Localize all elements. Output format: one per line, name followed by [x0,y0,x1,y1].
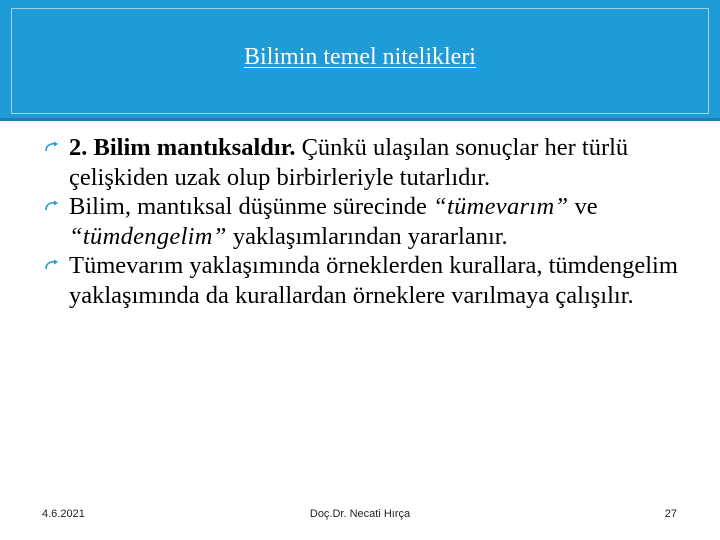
bullet-text: Çünkü ulaşılan sonuçlar her türlü çelişkiden uzak olup birbirleriyle tutarlıdır. [69,134,629,191]
bullet-text: yaklaşımlarından yararlanır. [226,222,508,250]
curved-arrow-bullet-icon [44,133,60,163]
bullet-bold-text: 2. Bilim mantıksaldır. [69,134,296,161]
curved-arrow-bullet-icon [44,251,60,281]
bullet-item [44,133,684,192]
bullet-italic-term: “tümevarım” [433,193,569,220]
bullet-item [44,192,684,251]
bullet-item [44,251,684,310]
slide-body [44,133,684,310]
bullet-text: Bilim, mantıksal düşünme sürecinde [69,193,434,220]
slide-title: Bilimin temel nitelikleri [244,44,476,70]
footer-page-number: 27 [664,508,677,520]
footer-date: 4.6.2021 [42,508,85,520]
footer-author: Doç.Dr. Necati Hırça [309,508,411,520]
title-banner [0,0,720,121]
curved-arrow-bullet-icon [44,192,60,222]
bullet-text: ve [568,193,598,220]
bullet-text: Tümevarım yaklaşımında örneklerden kurallara, tümdengelim yaklaşımında da kurallardan örneklere varılmaya çalışılır. [69,252,678,309]
bullet-italic-term: “tümdengelim” [69,222,227,250]
